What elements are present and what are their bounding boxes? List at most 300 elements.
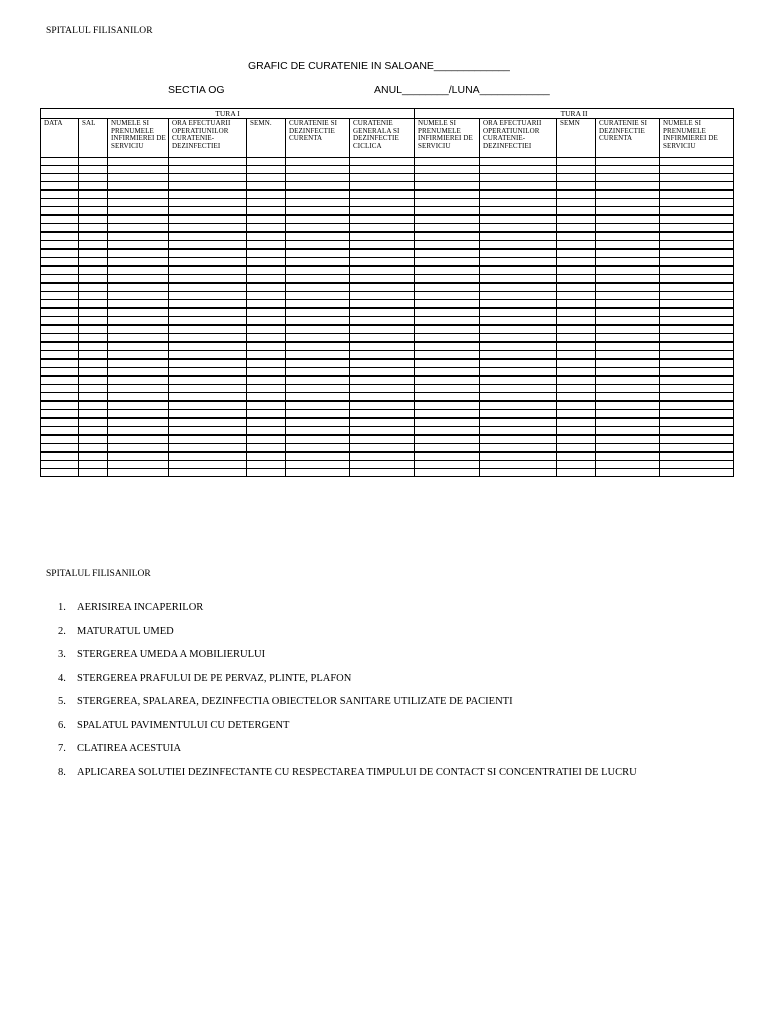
table-cell[interactable] xyxy=(286,283,350,292)
table-cell[interactable] xyxy=(415,452,480,461)
table-cell[interactable] xyxy=(350,334,415,343)
table-cell[interactable] xyxy=(350,182,415,191)
table-cell[interactable] xyxy=(350,232,415,241)
table-cell[interactable] xyxy=(415,182,480,191)
table-cell[interactable] xyxy=(350,241,415,250)
table-cell[interactable] xyxy=(108,174,169,182)
table-cell[interactable] xyxy=(415,283,480,292)
table-cell[interactable] xyxy=(350,452,415,461)
table-cell[interactable] xyxy=(247,266,286,275)
table-cell[interactable] xyxy=(41,215,79,224)
table-cell[interactable] xyxy=(660,469,734,477)
table-cell[interactable] xyxy=(596,199,660,207)
table-cell[interactable] xyxy=(415,308,480,317)
table-cell[interactable] xyxy=(247,275,286,284)
table-cell[interactable] xyxy=(596,224,660,233)
table-cell[interactable] xyxy=(660,158,734,166)
table-cell[interactable] xyxy=(350,292,415,300)
table-cell[interactable] xyxy=(79,368,108,377)
table-cell[interactable] xyxy=(660,435,734,444)
table-cell[interactable] xyxy=(596,215,660,224)
table-cell[interactable] xyxy=(480,317,557,326)
table-cell[interactable] xyxy=(596,401,660,410)
table-cell[interactable] xyxy=(596,376,660,385)
table-cell[interactable] xyxy=(660,376,734,385)
table-cell[interactable] xyxy=(79,427,108,436)
table-cell[interactable] xyxy=(41,266,79,275)
table-cell[interactable] xyxy=(169,174,247,182)
table-cell[interactable] xyxy=(596,266,660,275)
table-cell[interactable] xyxy=(415,199,480,207)
table-cell[interactable] xyxy=(169,317,247,326)
table-cell[interactable] xyxy=(596,368,660,377)
table-cell[interactable] xyxy=(480,308,557,317)
table-cell[interactable] xyxy=(660,410,734,419)
table-cell[interactable] xyxy=(247,368,286,377)
table-cell[interactable] xyxy=(350,342,415,351)
table-cell[interactable] xyxy=(169,418,247,427)
table-cell[interactable] xyxy=(350,410,415,419)
table-cell[interactable] xyxy=(247,410,286,419)
table-cell[interactable] xyxy=(660,300,734,309)
table-cell[interactable] xyxy=(596,342,660,351)
table-cell[interactable] xyxy=(480,401,557,410)
table-cell[interactable] xyxy=(660,359,734,368)
table-cell[interactable] xyxy=(596,334,660,343)
table-cell[interactable] xyxy=(247,158,286,166)
table-cell[interactable] xyxy=(79,385,108,393)
table-cell[interactable] xyxy=(557,461,596,469)
table-cell[interactable] xyxy=(415,427,480,436)
table-cell[interactable] xyxy=(415,166,480,174)
table-cell[interactable] xyxy=(596,207,660,216)
table-cell[interactable] xyxy=(108,334,169,343)
table-cell[interactable] xyxy=(557,215,596,224)
table-cell[interactable] xyxy=(41,182,79,191)
table-cell[interactable] xyxy=(660,427,734,436)
table-cell[interactable] xyxy=(596,174,660,182)
table-cell[interactable] xyxy=(108,241,169,250)
table-cell[interactable] xyxy=(286,258,350,267)
table-cell[interactable] xyxy=(108,182,169,191)
table-cell[interactable] xyxy=(350,283,415,292)
table-cell[interactable] xyxy=(169,435,247,444)
table-cell[interactable] xyxy=(41,308,79,317)
table-cell[interactable] xyxy=(596,283,660,292)
table-cell[interactable] xyxy=(596,410,660,419)
table-cell[interactable] xyxy=(350,300,415,309)
table-cell[interactable] xyxy=(660,418,734,427)
table-cell[interactable] xyxy=(480,190,557,199)
table-cell[interactable] xyxy=(108,452,169,461)
table-cell[interactable] xyxy=(79,317,108,326)
table-cell[interactable] xyxy=(286,275,350,284)
table-cell[interactable] xyxy=(557,435,596,444)
table-cell[interactable] xyxy=(350,393,415,402)
table-cell[interactable] xyxy=(169,444,247,453)
table-cell[interactable] xyxy=(108,427,169,436)
table-cell[interactable] xyxy=(79,224,108,233)
table-cell[interactable] xyxy=(350,258,415,267)
table-cell[interactable] xyxy=(480,334,557,343)
table-cell[interactable] xyxy=(350,266,415,275)
table-cell[interactable] xyxy=(660,166,734,174)
table-cell[interactable] xyxy=(79,334,108,343)
table-cell[interactable] xyxy=(286,308,350,317)
table-cell[interactable] xyxy=(247,249,286,258)
table-cell[interactable] xyxy=(596,359,660,368)
table-cell[interactable] xyxy=(480,393,557,402)
table-cell[interactable] xyxy=(415,435,480,444)
table-cell[interactable] xyxy=(596,232,660,241)
table-cell[interactable] xyxy=(557,190,596,199)
table-cell[interactable] xyxy=(247,292,286,300)
table-cell[interactable] xyxy=(480,300,557,309)
table-cell[interactable] xyxy=(108,418,169,427)
table-cell[interactable] xyxy=(415,461,480,469)
table-cell[interactable] xyxy=(79,393,108,402)
table-cell[interactable] xyxy=(415,300,480,309)
table-cell[interactable] xyxy=(596,427,660,436)
table-cell[interactable] xyxy=(350,158,415,166)
table-cell[interactable] xyxy=(41,158,79,166)
table-cell[interactable] xyxy=(596,241,660,250)
table-cell[interactable] xyxy=(169,452,247,461)
table-cell[interactable] xyxy=(596,461,660,469)
table-cell[interactable] xyxy=(108,444,169,453)
table-cell[interactable] xyxy=(415,292,480,300)
table-cell[interactable] xyxy=(247,182,286,191)
table-cell[interactable] xyxy=(286,435,350,444)
table-cell[interactable] xyxy=(596,418,660,427)
table-cell[interactable] xyxy=(169,266,247,275)
table-cell[interactable] xyxy=(596,435,660,444)
table-cell[interactable] xyxy=(660,452,734,461)
table-cell[interactable] xyxy=(108,232,169,241)
table-cell[interactable] xyxy=(596,469,660,477)
table-cell[interactable] xyxy=(557,182,596,191)
table-cell[interactable] xyxy=(108,224,169,233)
table-cell[interactable] xyxy=(557,300,596,309)
table-cell[interactable] xyxy=(660,325,734,334)
table-cell[interactable] xyxy=(247,308,286,317)
table-cell[interactable] xyxy=(108,166,169,174)
table-cell[interactable] xyxy=(79,215,108,224)
table-cell[interactable] xyxy=(660,283,734,292)
table-cell[interactable] xyxy=(557,401,596,410)
table-cell[interactable] xyxy=(286,224,350,233)
table-cell[interactable] xyxy=(108,300,169,309)
table-cell[interactable] xyxy=(350,308,415,317)
table-cell[interactable] xyxy=(41,376,79,385)
table-cell[interactable] xyxy=(247,300,286,309)
table-cell[interactable] xyxy=(480,249,557,258)
table-cell[interactable] xyxy=(41,385,79,393)
table-cell[interactable] xyxy=(286,469,350,477)
table-cell[interactable] xyxy=(557,258,596,267)
table-cell[interactable] xyxy=(286,207,350,216)
table-cell[interactable] xyxy=(108,435,169,444)
table-cell[interactable] xyxy=(108,199,169,207)
table-cell[interactable] xyxy=(557,427,596,436)
table-cell[interactable] xyxy=(169,359,247,368)
table-cell[interactable] xyxy=(480,283,557,292)
table-cell[interactable] xyxy=(286,190,350,199)
table-cell[interactable] xyxy=(350,461,415,469)
table-cell[interactable] xyxy=(480,241,557,250)
table-cell[interactable] xyxy=(247,435,286,444)
table-cell[interactable] xyxy=(350,325,415,334)
table-cell[interactable] xyxy=(286,182,350,191)
table-cell[interactable] xyxy=(480,359,557,368)
table-cell[interactable] xyxy=(169,469,247,477)
table-cell[interactable] xyxy=(41,410,79,419)
table-cell[interactable] xyxy=(660,232,734,241)
table-cell[interactable] xyxy=(79,444,108,453)
table-cell[interactable] xyxy=(79,461,108,469)
table-cell[interactable] xyxy=(660,385,734,393)
table-cell[interactable] xyxy=(557,376,596,385)
table-cell[interactable] xyxy=(480,199,557,207)
table-cell[interactable] xyxy=(79,376,108,385)
table-cell[interactable] xyxy=(108,325,169,334)
table-cell[interactable] xyxy=(79,249,108,258)
table-cell[interactable] xyxy=(169,190,247,199)
table-cell[interactable] xyxy=(415,469,480,477)
table-cell[interactable] xyxy=(247,427,286,436)
table-cell[interactable] xyxy=(660,266,734,275)
table-cell[interactable] xyxy=(557,317,596,326)
table-cell[interactable] xyxy=(247,190,286,199)
table-cell[interactable] xyxy=(660,401,734,410)
table-cell[interactable] xyxy=(660,461,734,469)
table-cell[interactable] xyxy=(350,317,415,326)
table-cell[interactable] xyxy=(41,452,79,461)
table-cell[interactable] xyxy=(169,325,247,334)
table-cell[interactable] xyxy=(350,376,415,385)
table-cell[interactable] xyxy=(557,359,596,368)
table-cell[interactable] xyxy=(79,283,108,292)
table-cell[interactable] xyxy=(480,368,557,377)
table-cell[interactable] xyxy=(108,393,169,402)
table-cell[interactable] xyxy=(41,461,79,469)
table-cell[interactable] xyxy=(660,368,734,377)
table-cell[interactable] xyxy=(415,359,480,368)
table-cell[interactable] xyxy=(286,418,350,427)
table-cell[interactable] xyxy=(79,275,108,284)
table-cell[interactable] xyxy=(79,182,108,191)
table-cell[interactable] xyxy=(596,292,660,300)
table-cell[interactable] xyxy=(557,266,596,275)
table-cell[interactable] xyxy=(660,393,734,402)
table-cell[interactable] xyxy=(108,368,169,377)
table-cell[interactable] xyxy=(480,351,557,360)
table-cell[interactable] xyxy=(557,334,596,343)
table-cell[interactable] xyxy=(350,418,415,427)
table-cell[interactable] xyxy=(247,469,286,477)
table-cell[interactable] xyxy=(480,427,557,436)
table-cell[interactable] xyxy=(350,359,415,368)
table-cell[interactable] xyxy=(108,190,169,199)
table-cell[interactable] xyxy=(596,249,660,258)
table-cell[interactable] xyxy=(415,325,480,334)
table-cell[interactable] xyxy=(480,207,557,216)
table-cell[interactable] xyxy=(41,401,79,410)
table-cell[interactable] xyxy=(660,308,734,317)
table-cell[interactable] xyxy=(350,401,415,410)
table-cell[interactable] xyxy=(108,275,169,284)
table-cell[interactable] xyxy=(108,266,169,275)
table-cell[interactable] xyxy=(79,351,108,360)
table-cell[interactable] xyxy=(108,249,169,258)
table-cell[interactable] xyxy=(247,283,286,292)
table-cell[interactable] xyxy=(169,258,247,267)
table-cell[interactable] xyxy=(480,435,557,444)
table-cell[interactable] xyxy=(480,376,557,385)
table-cell[interactable] xyxy=(286,368,350,377)
table-cell[interactable] xyxy=(350,351,415,360)
table-cell[interactable] xyxy=(557,452,596,461)
table-cell[interactable] xyxy=(415,215,480,224)
table-cell[interactable] xyxy=(480,469,557,477)
table-cell[interactable] xyxy=(480,224,557,233)
table-cell[interactable] xyxy=(169,461,247,469)
table-cell[interactable] xyxy=(557,224,596,233)
table-cell[interactable] xyxy=(41,469,79,477)
table-cell[interactable] xyxy=(596,452,660,461)
table-cell[interactable] xyxy=(79,207,108,216)
table-cell[interactable] xyxy=(286,444,350,453)
table-cell[interactable] xyxy=(350,224,415,233)
table-cell[interactable] xyxy=(79,166,108,174)
table-cell[interactable] xyxy=(41,258,79,267)
table-cell[interactable] xyxy=(660,207,734,216)
table-cell[interactable] xyxy=(169,393,247,402)
table-cell[interactable] xyxy=(41,368,79,377)
table-cell[interactable] xyxy=(557,207,596,216)
table-cell[interactable] xyxy=(41,317,79,326)
table-cell[interactable] xyxy=(350,215,415,224)
table-cell[interactable] xyxy=(41,174,79,182)
table-cell[interactable] xyxy=(247,215,286,224)
table-cell[interactable] xyxy=(286,461,350,469)
table-cell[interactable] xyxy=(41,207,79,216)
table-cell[interactable] xyxy=(660,215,734,224)
table-cell[interactable] xyxy=(415,385,480,393)
table-cell[interactable] xyxy=(557,418,596,427)
table-cell[interactable] xyxy=(557,249,596,258)
table-cell[interactable] xyxy=(79,359,108,368)
table-cell[interactable] xyxy=(169,401,247,410)
table-cell[interactable] xyxy=(79,418,108,427)
table-cell[interactable] xyxy=(660,334,734,343)
table-cell[interactable] xyxy=(286,317,350,326)
table-cell[interactable] xyxy=(415,249,480,258)
table-cell[interactable] xyxy=(596,385,660,393)
table-cell[interactable] xyxy=(169,385,247,393)
table-cell[interactable] xyxy=(596,258,660,267)
table-cell[interactable] xyxy=(415,401,480,410)
table-cell[interactable] xyxy=(41,393,79,402)
table-cell[interactable] xyxy=(79,266,108,275)
table-cell[interactable] xyxy=(660,190,734,199)
table-cell[interactable] xyxy=(557,444,596,453)
table-cell[interactable] xyxy=(557,351,596,360)
table-cell[interactable] xyxy=(79,300,108,309)
table-cell[interactable] xyxy=(41,427,79,436)
table-cell[interactable] xyxy=(596,300,660,309)
table-cell[interactable] xyxy=(480,275,557,284)
table-cell[interactable] xyxy=(415,376,480,385)
table-cell[interactable] xyxy=(41,325,79,334)
table-cell[interactable] xyxy=(415,207,480,216)
table-cell[interactable] xyxy=(108,317,169,326)
table-cell[interactable] xyxy=(41,283,79,292)
table-cell[interactable] xyxy=(108,215,169,224)
table-cell[interactable] xyxy=(169,207,247,216)
table-cell[interactable] xyxy=(286,342,350,351)
table-cell[interactable] xyxy=(286,334,350,343)
table-cell[interactable] xyxy=(415,351,480,360)
table-cell[interactable] xyxy=(286,232,350,241)
table-cell[interactable] xyxy=(79,469,108,477)
table-cell[interactable] xyxy=(41,199,79,207)
table-cell[interactable] xyxy=(247,317,286,326)
table-cell[interactable] xyxy=(660,444,734,453)
table-cell[interactable] xyxy=(596,182,660,191)
table-cell[interactable] xyxy=(480,174,557,182)
table-cell[interactable] xyxy=(169,241,247,250)
table-cell[interactable] xyxy=(108,359,169,368)
table-cell[interactable] xyxy=(350,199,415,207)
table-cell[interactable] xyxy=(557,283,596,292)
table-cell[interactable] xyxy=(286,158,350,166)
table-cell[interactable] xyxy=(79,258,108,267)
table-cell[interactable] xyxy=(286,376,350,385)
table-cell[interactable] xyxy=(286,166,350,174)
table-cell[interactable] xyxy=(660,199,734,207)
table-cell[interactable] xyxy=(415,317,480,326)
table-cell[interactable] xyxy=(169,215,247,224)
table-cell[interactable] xyxy=(169,376,247,385)
table-cell[interactable] xyxy=(286,215,350,224)
table-cell[interactable] xyxy=(480,342,557,351)
table-cell[interactable] xyxy=(660,275,734,284)
table-cell[interactable] xyxy=(41,232,79,241)
table-cell[interactable] xyxy=(108,376,169,385)
table-cell[interactable] xyxy=(108,410,169,419)
table-cell[interactable] xyxy=(286,249,350,258)
table-cell[interactable] xyxy=(169,342,247,351)
table-cell[interactable] xyxy=(247,444,286,453)
table-cell[interactable] xyxy=(169,158,247,166)
table-cell[interactable] xyxy=(350,207,415,216)
table-cell[interactable] xyxy=(286,174,350,182)
table-cell[interactable] xyxy=(79,452,108,461)
table-cell[interactable] xyxy=(247,207,286,216)
table-cell[interactable] xyxy=(108,342,169,351)
table-cell[interactable] xyxy=(480,182,557,191)
table-cell[interactable] xyxy=(79,342,108,351)
table-cell[interactable] xyxy=(557,308,596,317)
table-cell[interactable] xyxy=(286,359,350,368)
table-cell[interactable] xyxy=(247,241,286,250)
table-cell[interactable] xyxy=(79,241,108,250)
table-cell[interactable] xyxy=(286,452,350,461)
table-cell[interactable] xyxy=(41,342,79,351)
table-cell[interactable] xyxy=(660,174,734,182)
table-cell[interactable] xyxy=(247,258,286,267)
